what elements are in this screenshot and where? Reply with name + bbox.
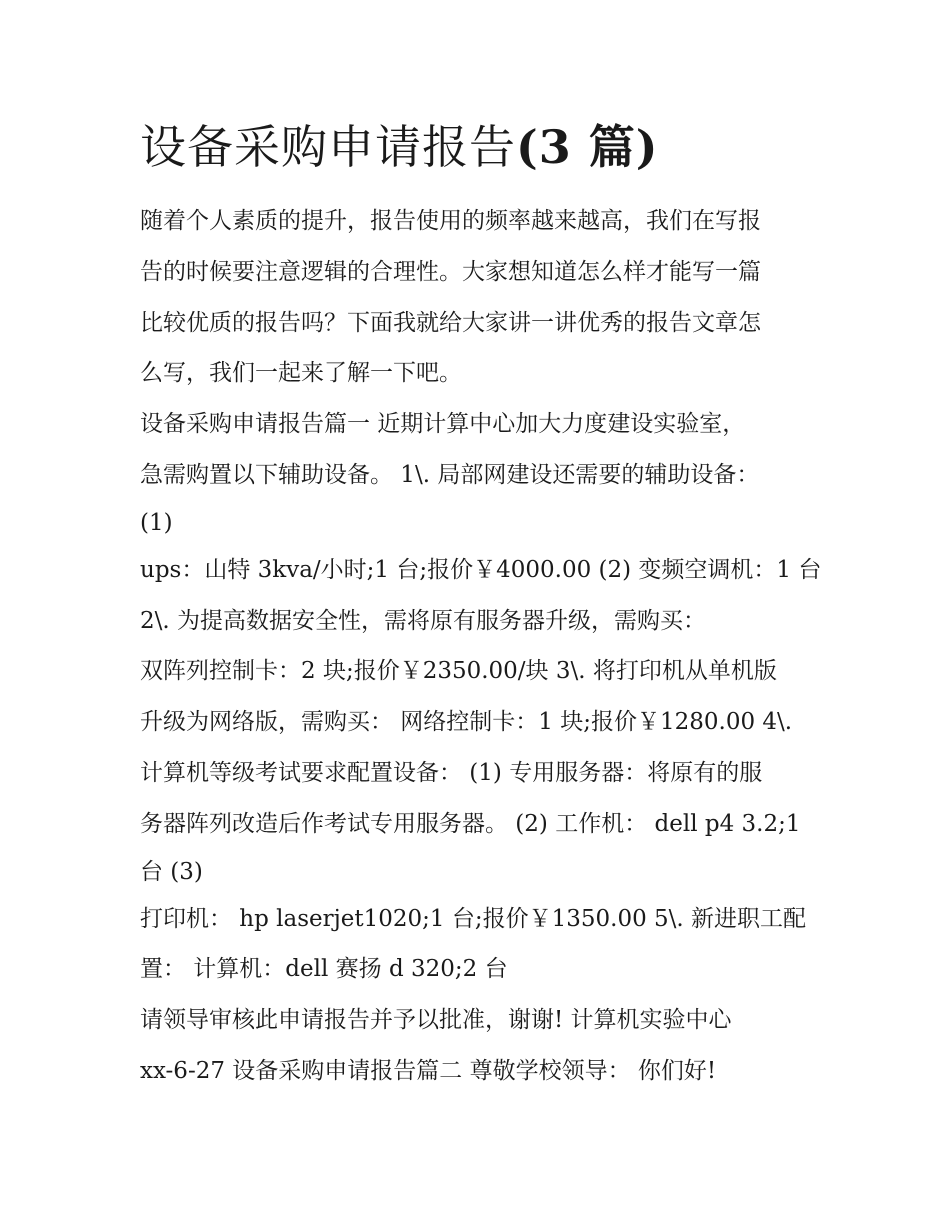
- body-line-18: xx-6-27 设备采购申请报告篇二 尊敬学校领导： 你们好!: [140, 1057, 717, 1084]
- body-line-1: 随着个人素质的提升，报告使用的频率越来越高，我们在写报: [140, 208, 761, 234]
- body-line-7: (1): [140, 509, 173, 536]
- body-line-9: 2\. 为提高数据安全性，需将原有服务器升级，需购买：: [140, 607, 707, 634]
- body-line-4: 么写，我们一起来了解一下吧。: [140, 360, 462, 387]
- body-line-11: 升级为网络版，需购买： 网络控制卡：1 块;报价￥1280.00 4\.: [140, 709, 793, 736]
- body-line-17: 请领导审核此申请报告并予以批准，谢谢! 计算机实验中心: [140, 1007, 732, 1034]
- body-line-5: 设备采购申请报告篇一 近期计算中心加大力度建设实验室，: [140, 411, 746, 438]
- document-page: [140, 112, 820, 1097]
- title-main: 设备采购申请报告: [140, 120, 516, 174]
- body-line-2: 告的时候要注意逻辑的合理性。大家想知道怎么样才能写一篇: [140, 258, 761, 285]
- body-line-6: 急需购置以下辅助设备。 1\. 局部网建设还需要的辅助设备：: [140, 461, 760, 488]
- body-line-13: 务器阵列改造后作考试专用服务器。 (2) 工作机： dell p4 3.2;1: [140, 810, 801, 837]
- body-line-16: 置： 计算机：dell 赛扬 d 320;2 台: [140, 956, 508, 983]
- body-line-8: ups：山特 3kva/小时;1 台;报价￥4000.00 (2) 变频空调机：1 台: [140, 556, 822, 583]
- body-line-12: 计算机等级考试要求配置设备： (1) 专用服务器：将原有的服: [140, 759, 763, 786]
- body-line-10: 双阵列控制卡：2 块;报价￥2350.00/块 3\. 将打印机从单机版: [140, 658, 777, 685]
- title-suffix: (3 篇): [516, 120, 659, 174]
- document-title: [140, 112, 820, 182]
- body-line-15: 打印机： hp laserjet1020;1 台;报价￥1350.00 5\. 新进职工配: [140, 905, 807, 932]
- body-line-14: 台 (3): [140, 858, 203, 885]
- body-line-3: 比较优质的报告吗？下面我就给大家讲一讲优秀的报告文章怎: [140, 309, 761, 336]
